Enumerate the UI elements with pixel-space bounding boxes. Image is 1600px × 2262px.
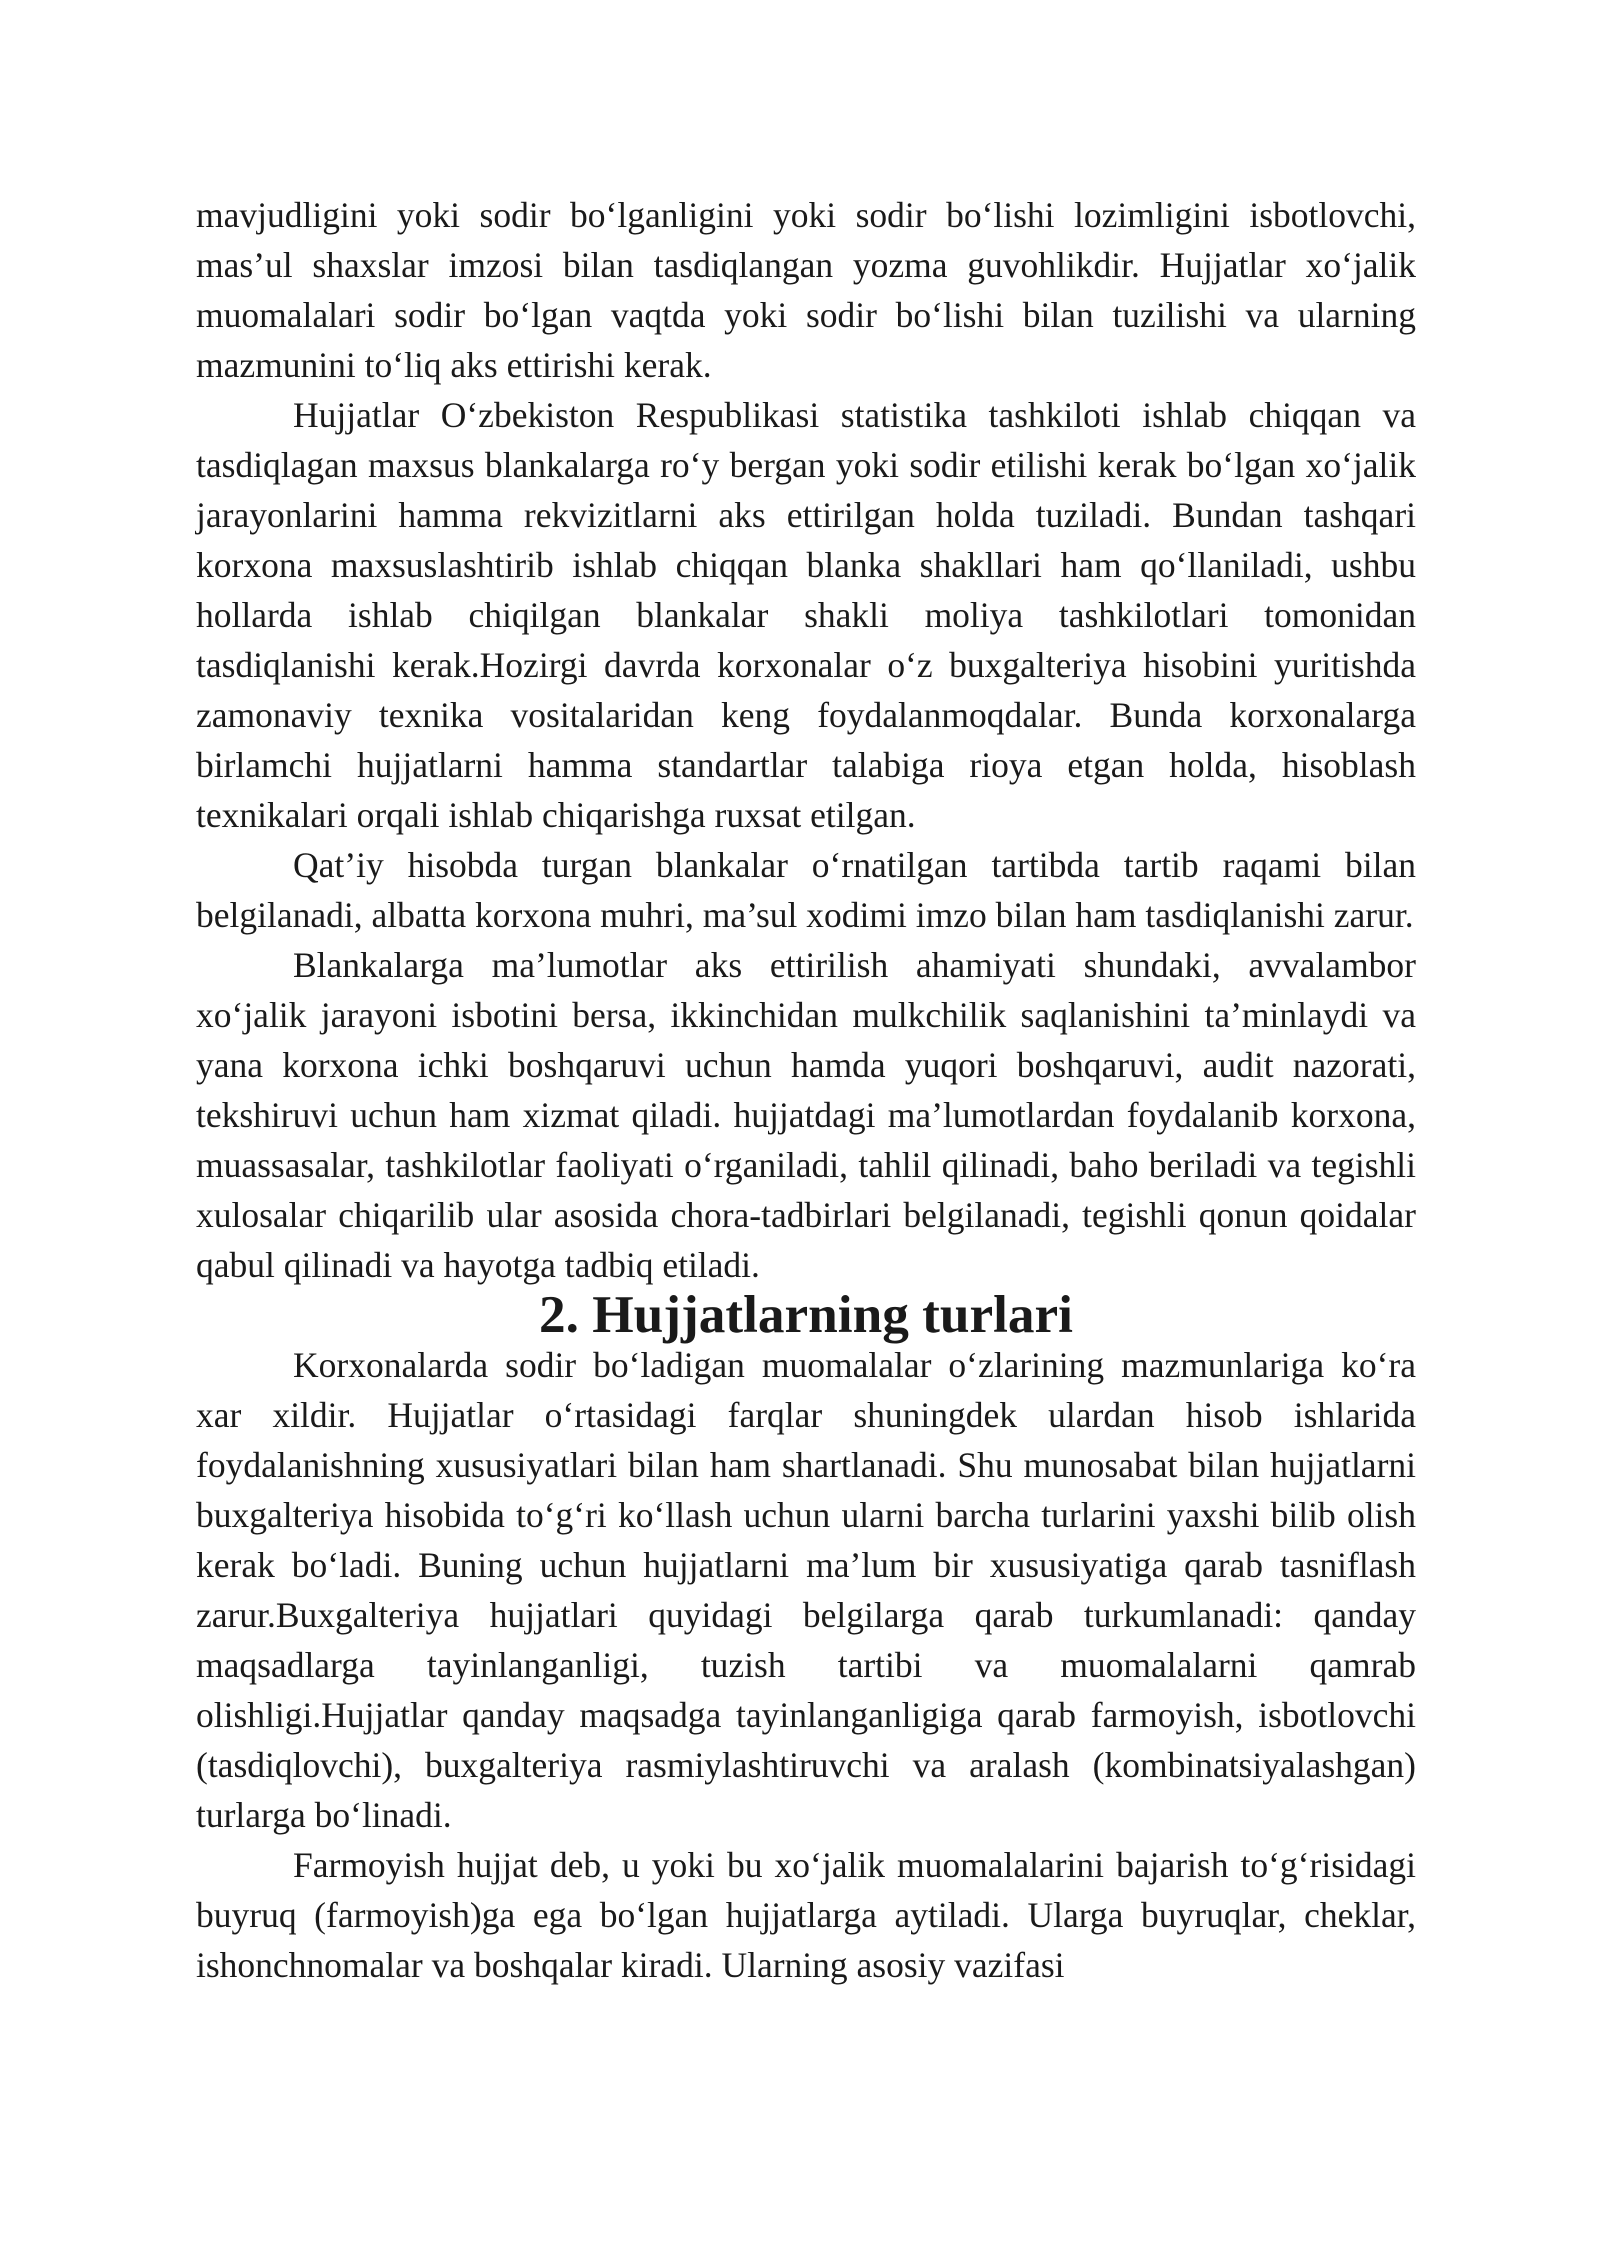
paragraph-1: mavjudligini yoki sodir bo‘lganligini yoki sodir bo‘lishi lozimligini isbotlovchi, mas’ul shaxslar imzosi bilan tasdiqlangan yozma guvohlikdir. Hujjatlar xo‘jalik muomalalari sodir bo‘lgan vaqtda yoki sodir bo‘lishi bilan tuzilishi va ularning mazmunini to‘liq aks ettirishi kerak. <box>196 195 1416 385</box>
document-page <box>196 190 1416 1990</box>
paragraph-3: Qat’iy hisobda turgan blankalar o‘rnatilgan tartibda tartib raqami bilan belgilanadi, albatta korxona muhri, ma’sul xodimi imzo bilan ham tasdiqlanishi zarur. <box>196 845 1416 935</box>
section-heading: 2. Hujjatlarning turlari <box>539 1285 1073 1344</box>
paragraph-6: Farmoyish hujjat deb, u yoki bu xo‘jalik muomalalarini bajarish to‘g‘risidagi buyruq (farmoyish)ga ega bo‘lgan hujjatlarga aytiladi. Ularga buyruqlar, cheklar, ishonchnomalar va boshqalar kiradi. Ularning asosiy vazifasi <box>196 1845 1416 1985</box>
paragraph-4: Blankalarga ma’lumotlar aks ettirilish ahamiyati shundaki, avvalambor xo‘jalik jarayoni isbotini bersa, ikkinchidan mulkchilik saqlanishini ta’minlaydi va yana korxona ichki boshqaruvi uchun hamda yuqori boshqaruvi, audit nazorati, tekshiruvi uchun ham xizmat qiladi. hujjatdagi ma’lumotlardan foydalanib korxona, muassasalar, tashkilotlar faoliyati o‘rganiladi, tahlil qilinadi, baho beriladi va tegishli xulosalar chiqarilib ular asosida chora-tadbirlari belgilanadi, tegishli qonun qoidalar qabul qilinadi va hayotga tadbiq etiladi. <box>196 945 1416 1285</box>
paragraph-5: Korxonalarda sodir bo‘ladigan muomalalar o‘zlarining mazmunlariga ko‘ra xar xildir. Hujjatlar o‘rtasidagi farqlar shuningdek ulardan hisob ishlarida foydalanishning xususiyatlari bilan ham shartlanadi. Shu munosabat bilan hujjatlarni buxgalteriya hisobida to‘g‘ri ko‘llash uchun ularni barcha turlarini yaxshi bilib olish kerak bo‘ladi. Buning uchun hujjatlarni ma’lum bir xususiyatiga qarab tasniflash zarur.Buxgalteriya hujjatlari quyidagi belgilarga qarab turkumlanadi: qanday maqsadlarga tayinlanganligi, tuzish tartibi va muomalalarni qamrab olishligi.Hujjatlar qanday maqsadga tayinlanganligiga qarab farmoyish, isbotlovchi (tasdiqlovchi), buxgalteriya rasmiylashtiruvchi va aralash (kombinatsiyalashgan) turlarga bo‘linadi. <box>196 1345 1416 1835</box>
paragraph-2: Hujjatlar O‘zbekiston Respublikasi statistika tashkiloti ishlab chiqqan va tasdiqlagan maxsus blankalarga ro‘y bergan yoki sodir etilishi kerak bo‘lgan xo‘jalik jarayonlarini hamma rekvizitlarni aks ettirilgan holda tuziladi. Bundan tashqari korxona maxsuslashtirib ishlab chiqqan blanka shakllari ham qo‘llaniladi, ushbu hollarda ishlab chiqilgan blankalar shakli moliya tashkilotlari tomonidan tasdiqlanishi kerak.Hozirgi davrda korxonalar o‘z buxgalteriya hisobini yuritishda zamonaviy texnika vositalaridan keng foydalanmoqdalar. Bunda korxonalarga birlamchi hujjatlarni hamma standartlar talabiga rioya etgan holda, hisoblash texnikalari orqali ishlab chiqarishga ruxsat etilgan. <box>196 395 1416 835</box>
